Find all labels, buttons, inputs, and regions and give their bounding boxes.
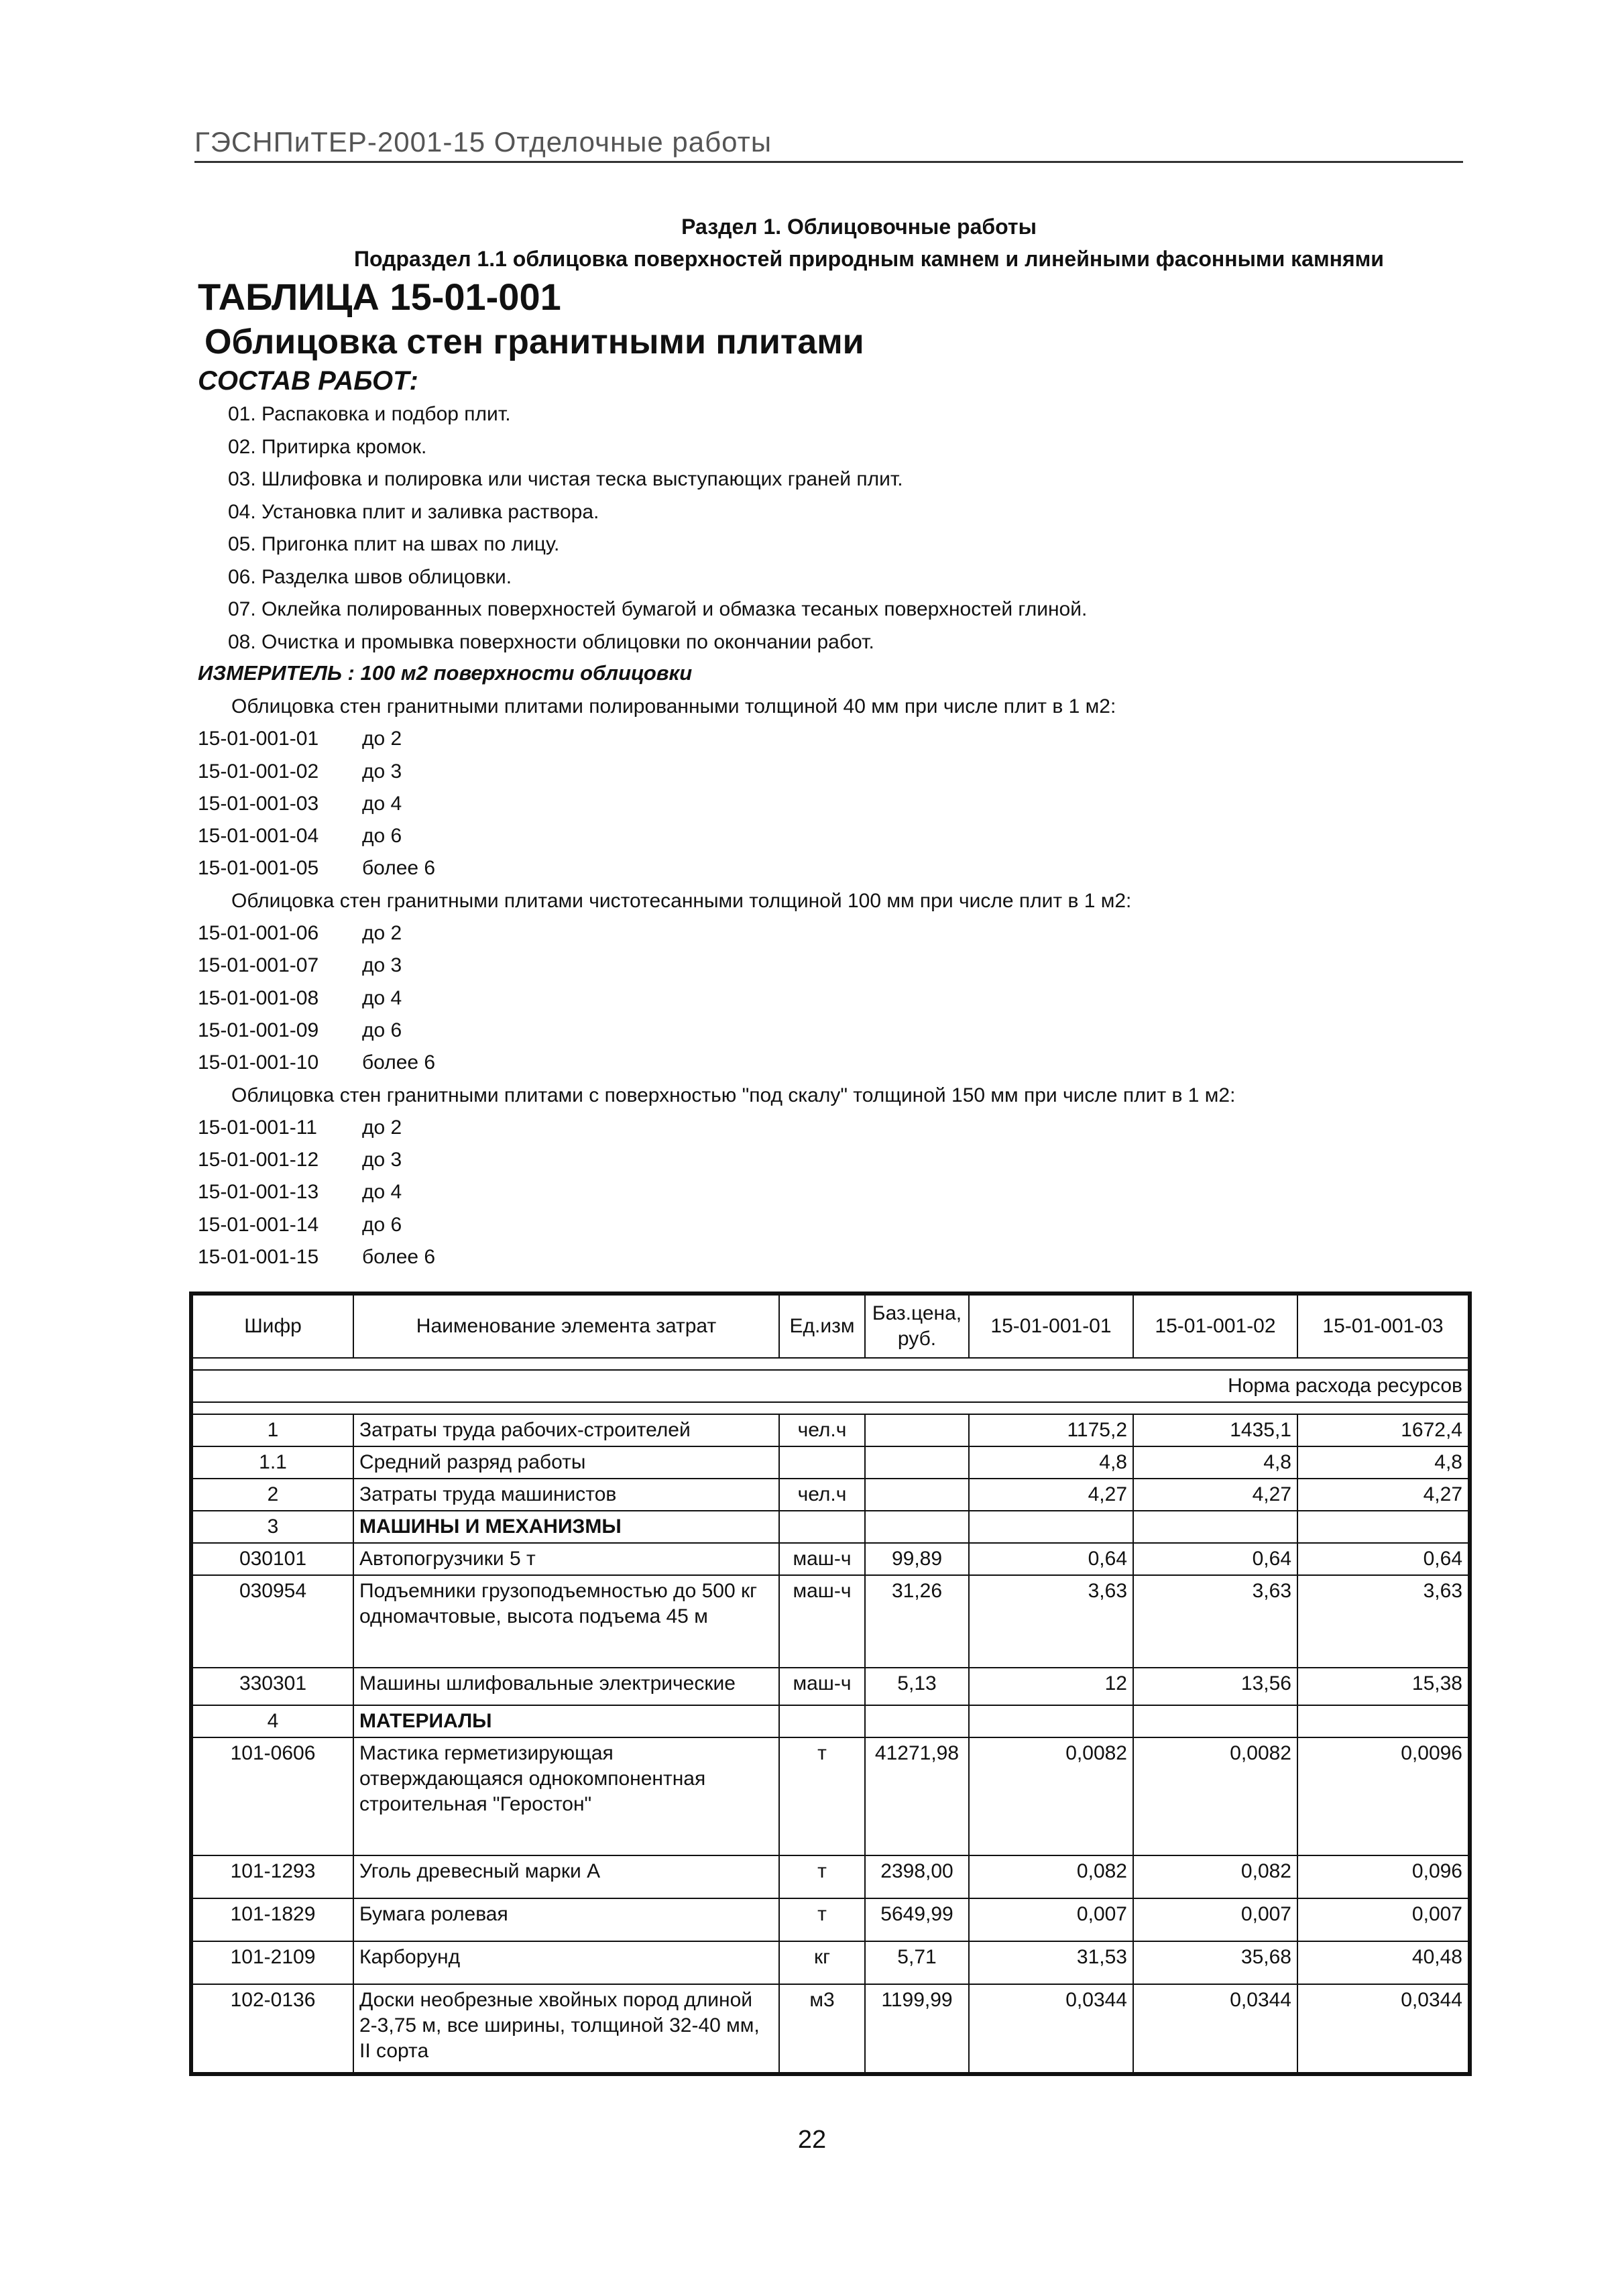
work-item: 06. Разделка швов облицовки. [228,565,512,588]
row-price [865,1511,969,1543]
row-unit [779,1446,865,1479]
variant-code: 15-01-001-01 [198,728,319,750]
page-number: 22 [797,2126,827,2154]
work-item: 08. Очистка и промывка поверхности облицовки по окончании работ. [228,630,874,653]
table-row [192,1898,1468,1941]
variant-code: 15-01-001-13 [198,1181,319,1204]
row-value-2 [1133,1705,1297,1737]
variant-row [198,1017,1472,1049]
variant-code: 15-01-001-04 [198,825,319,848]
row-name: Автопогрузчики 5 т [353,1543,779,1575]
row-value-2: 3,63 [1133,1575,1297,1668]
row-code: 101-2109 [192,1941,353,1984]
row-name: МАТЕРИАЛЫ [353,1705,779,1737]
row-value-3: 0,007 [1297,1898,1468,1941]
variant-desc: до 4 [362,792,402,815]
row-unit: кг [779,1941,865,1984]
row-price [865,1479,969,1511]
variant-code: 15-01-001-11 [198,1116,317,1139]
table-id: ТАБЛИЦА 15-01-001 [198,276,561,318]
row-value-2: 4,8 [1133,1446,1297,1479]
variant-row [198,791,1472,823]
table-row [192,1855,1468,1898]
row-value-2: 0,64 [1133,1543,1297,1575]
row-value-1: 0,64 [969,1543,1133,1575]
variant-row [198,758,1472,791]
variant-desc: более 6 [362,1246,436,1269]
variant-desc: до 2 [362,922,402,945]
table-row [192,1414,1468,1446]
row-price [865,1446,969,1479]
row-value-1: 0,007 [969,1898,1133,1941]
norm-caption-row [192,1370,1468,1402]
work-item: 01. Распаковка и подбор плит. [228,403,511,425]
row-value-1: 0,0082 [969,1737,1133,1855]
variant-code: 15-01-001-03 [198,792,319,815]
work-item: 03. Шлифовка и полировка или чистая теска выступающих граней плит. [228,468,903,490]
work-item: 05. Пригонка плит на швах по лицу. [228,533,560,555]
row-unit: чел.ч [779,1479,865,1511]
header-code: Шифр [192,1295,353,1358]
row-value-3: 3,63 [1297,1575,1468,1668]
row-value-1: 4,27 [969,1479,1133,1511]
variant-code: 15-01-001-12 [198,1149,319,1171]
row-code: 2 [192,1479,353,1511]
row-code: 3 [192,1511,353,1543]
row-value-2 [1133,1511,1297,1543]
row-unit: маш-ч [779,1575,865,1668]
table-row [192,1446,1468,1479]
row-code: 102-0136 [192,1984,353,2073]
row-value-2: 13,56 [1133,1668,1297,1705]
row-code: 030954 [192,1575,353,1668]
row-code: 030101 [192,1543,353,1575]
row-unit: т [779,1898,865,1941]
variant-desc: до 3 [362,1149,402,1171]
norms-table [192,1294,1469,2073]
work-item: 02. Притирка кромок. [228,435,427,458]
header-separator-row [192,1358,1468,1370]
variant-row [198,726,1472,758]
works-heading: СОСТАВ РАБОТ: [198,366,418,396]
row-unit [779,1705,865,1737]
variant-code: 15-01-001-14 [198,1213,319,1236]
row-value-3: 0,096 [1297,1855,1468,1898]
variant-desc: до 6 [362,1019,402,1041]
variant-desc: до 3 [362,954,402,977]
variant-code: 15-01-001-06 [198,922,319,945]
variant-code: 15-01-001-10 [198,1051,319,1074]
row-name: Средний разряд работы [353,1446,779,1479]
row-price [865,1414,969,1446]
header-name: Наименование элемента затрат [353,1295,779,1358]
meter-line: ИЗМЕРИТЕЛЬ : 100 м2 поверхности облицовки [198,661,693,685]
row-name: Уголь древесный марки А [353,1855,779,1898]
row-price [865,1705,969,1737]
header-col1: 15-01-001-01 [969,1295,1133,1358]
variant-desc: до 3 [362,760,402,783]
row-value-3: 4,27 [1297,1479,1468,1511]
row-value-2: 0,082 [1133,1855,1297,1898]
row-value-1: 12 [969,1668,1133,1705]
variant-row [198,920,1472,952]
work-item: 07. Оклейка полированных поверхностей бумагой и обмазка тесаных поверхностей глиной. [228,598,1088,620]
row-value-3: 4,8 [1297,1446,1468,1479]
row-unit: чел.ч [779,1414,865,1446]
row-name: Машины шлифовальные электрические [353,1668,779,1705]
variant-row [198,952,1472,984]
variant-row [198,985,1472,1017]
row-value-1: 31,53 [969,1941,1133,1984]
row-unit: т [779,1737,865,1855]
header-unit: Ед.изм [779,1295,865,1358]
variant-code: 15-01-001-15 [198,1246,319,1269]
row-code: 101-0606 [192,1737,353,1855]
table-title: Облицовка стен гранитными плитами [205,323,864,361]
row-name: Мастика герметизирующая отверждающаяся однокомпонентная строительная "Геростон" [353,1737,779,1855]
variant-desc: до 2 [362,728,402,750]
running-header: ГЭСНПиТЕР-2001-15 Отделочные работы [194,126,772,158]
row-value-1: 4,8 [969,1446,1133,1479]
variant-desc: до 6 [362,825,402,848]
row-code: 101-1829 [192,1898,353,1941]
header-col2: 15-01-001-02 [1133,1295,1297,1358]
variant-code: 15-01-001-09 [198,1019,319,1041]
row-code: 4 [192,1705,353,1737]
variant-code: 15-01-001-08 [198,986,319,1009]
variant-group-title: Облицовка стен гранитными плитами чистотесанными толщиной 100 мм при числе плит в 1 м2: [231,889,1132,912]
variant-row [198,1147,1472,1179]
header-col3: 15-01-001-03 [1297,1295,1468,1358]
row-name: Затраты труда рабочих-строителей [353,1414,779,1446]
variant-desc: до 4 [362,986,402,1009]
work-item: 04. Установка плит и заливка раствора. [228,500,599,523]
variant-row [198,1212,1472,1244]
row-name: Доски необрезные хвойных пород длиной 2-3,75 м, все ширины, толщиной 32-40 мм, II сорта [353,1984,779,2073]
row-code: 330301 [192,1668,353,1705]
row-price: 2398,00 [865,1855,969,1898]
variant-code: 15-01-001-05 [198,857,319,880]
table-row [192,1984,1468,2073]
row-name: Подъемники грузоподъемностью до 500 кг одномачтовые, высота подъема 45 м [353,1575,779,1668]
row-price: 5,71 [865,1941,969,1984]
row-value-3 [1297,1511,1468,1543]
row-name: Бумага ролевая [353,1898,779,1941]
variant-group-title: Облицовка стен гранитными плитами с поверхностью "под скалу" толщиной 150 мм при числе плит в 1 м2: [231,1084,1236,1106]
variant-desc: более 6 [362,857,436,880]
row-value-3: 40,48 [1297,1941,1468,1984]
row-price: 41271,98 [865,1737,969,1855]
row-price: 1199,99 [865,1984,969,2073]
row-value-2: 1435,1 [1133,1414,1297,1446]
variant-code: 15-01-001-02 [198,760,319,783]
row-value-1: 1175,2 [969,1414,1133,1446]
table-row [192,1941,1468,1984]
row-value-1: 3,63 [969,1575,1133,1668]
table-row [192,1737,1468,1855]
variant-desc: до 6 [362,1213,402,1236]
row-name: Карборунд [353,1941,779,1984]
variant-row [198,1244,1472,1276]
subsection-title: Подраздел 1.1 облицовка поверхностей природным камнем и линейными фасонными камнями [354,247,1384,271]
row-value-3: 0,64 [1297,1543,1468,1575]
row-unit: м3 [779,1984,865,2073]
variant-desc: до 4 [362,1181,402,1204]
row-value-1 [969,1511,1133,1543]
row-unit: т [779,1855,865,1898]
row-code: 1.1 [192,1446,353,1479]
variant-row [198,855,1472,887]
row-unit: маш-ч [779,1543,865,1575]
row-value-2: 0,0344 [1133,1984,1297,2073]
norm-caption: Норма расхода ресурсов [192,1370,1468,1402]
row-price: 31,26 [865,1575,969,1668]
row-code: 1 [192,1414,353,1446]
row-value-2: 0,0082 [1133,1737,1297,1855]
variant-group-title: Облицовка стен гранитными плитами полированными толщиной 40 мм при числе плит в 1 м2: [231,695,1116,718]
table-row [192,1543,1468,1575]
row-value-3: 15,38 [1297,1668,1468,1705]
row-price: 5649,99 [865,1898,969,1941]
row-value-3 [1297,1705,1468,1737]
variant-row [198,1179,1472,1211]
row-value-2: 0,007 [1133,1898,1297,1941]
row-value-2: 35,68 [1133,1941,1297,1984]
row-code: 101-1293 [192,1855,353,1898]
table-row [192,1668,1468,1705]
row-value-3: 1672,4 [1297,1414,1468,1446]
row-value-1: 0,082 [969,1855,1133,1898]
table-row [192,1575,1468,1668]
row-unit [779,1511,865,1543]
variant-row [198,1049,1472,1082]
row-price: 99,89 [865,1543,969,1575]
row-value-3: 0,0344 [1297,1984,1468,2073]
row-value-1 [969,1705,1133,1737]
row-value-2: 4,27 [1133,1479,1297,1511]
variant-row [198,823,1472,855]
header-rule [194,161,1463,163]
table-row-group-machines [192,1511,1468,1543]
table-row-group-materials [192,1705,1468,1737]
row-name: Затраты труда машинистов [353,1479,779,1511]
table-row [192,1479,1468,1511]
row-price: 5,13 [865,1668,969,1705]
row-unit: маш-ч [779,1668,865,1705]
variant-code: 15-01-001-07 [198,954,319,977]
variant-desc: до 2 [362,1116,402,1139]
table-header-row [192,1295,1468,1358]
row-value-1: 0,0344 [969,1984,1133,2073]
caption-separator-row [192,1402,1468,1414]
row-value-3: 0,0096 [1297,1737,1468,1855]
works-list [228,401,1087,661]
variant-row [198,1114,1472,1147]
row-name: МАШИНЫ И МЕХАНИЗМЫ [353,1511,779,1543]
header-price: Баз.цена, руб. [865,1295,969,1358]
section-title: Раздел 1. Облицовочные работы [681,215,1037,239]
variant-desc: более 6 [362,1051,436,1074]
variant-list [198,693,1472,1276]
